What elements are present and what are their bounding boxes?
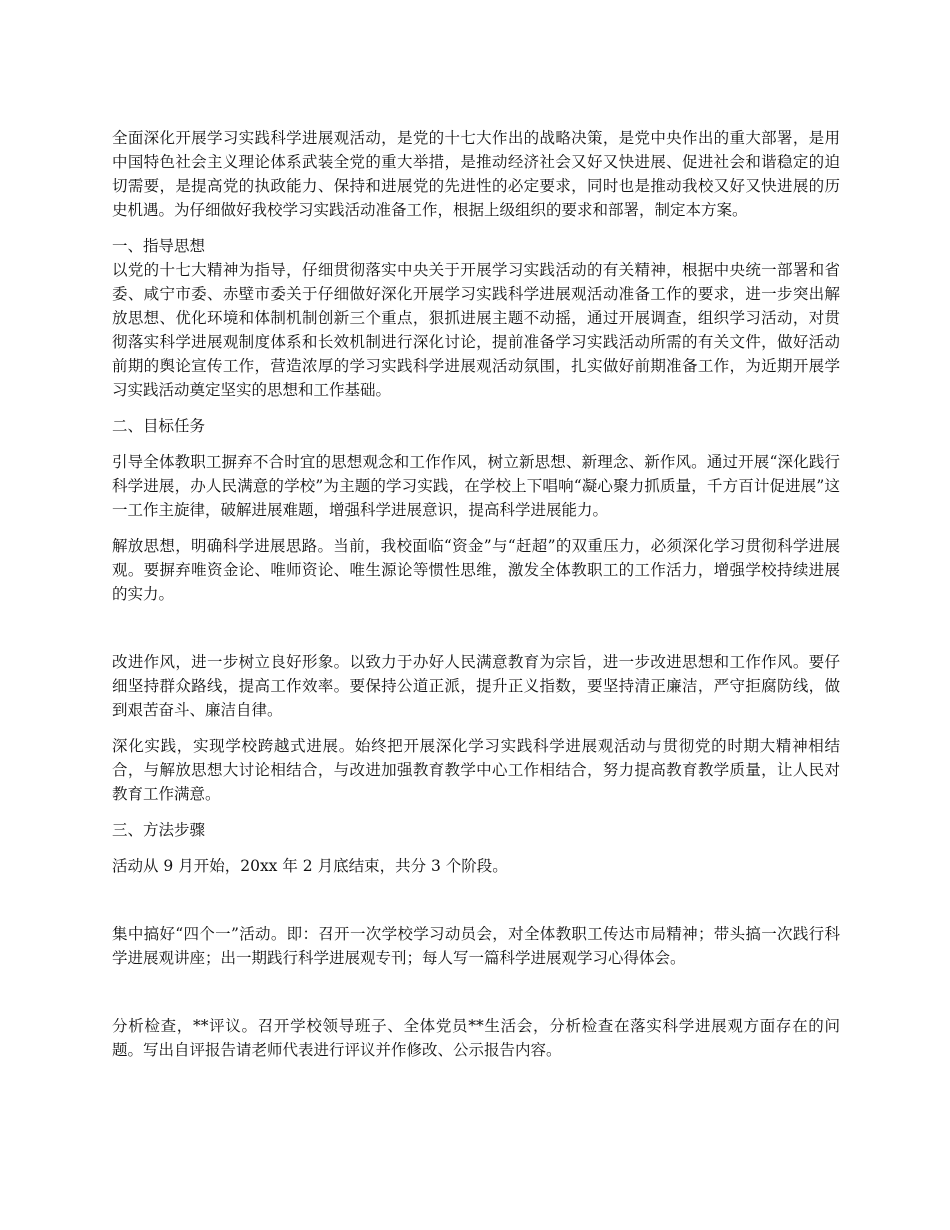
document-page: [112, 126, 840, 1062]
section-2-paragraph-4: 深化实践，实现学校跨越式进展。始终把开展深化学习实践科学进展观活动与贯彻党的时期大精神相结合，与解放思想大讨论相结合，与改进加强教育教学中心工作相结合，努力提高教育教学质量，让人民对教育工作满意。: [112, 737, 840, 803]
section-2-paragraph-3: 改进作风，进一步树立良好形象。以致力于办好人民满意教育为宗旨，进一步改进思想和工作作风。要仔细坚持群众路线，提高工作效率。要保持公道正派，提升正义指数，要坚持清正廉洁，严守拒腐防线，做到艰苦奋斗、廉洁自律。: [112, 653, 840, 719]
section-1-heading: 一、指导思想: [112, 237, 206, 255]
section-3-paragraph-2: 集中搞好“四个一”活动。即：召开一次学校学习动员会，对全体教职工传达市局精神；带头搞一次践行科学进展观讲座；出一期践行科学进展观专刊；每人写一篇科学进展观学习心得体会。: [112, 925, 840, 967]
section-2-paragraph-2: 解放思想，明确科学进展思路。当前，我校面临“资金”与“赶超”的双重压力，必须深化学习贯彻科学进展观。要摒弃唯资金论、唯师资论、唯生源论等惯性思维，激发全体教职工的工作活力，增强学校持续进展的实力。: [112, 537, 840, 603]
section-3-paragraph-3: 分析检查，**评议。召开学校领导班子、全体党员**生活会，分析检查在落实科学进展观方面存在的问题。写出自评报告请老师代表进行评议并作修改、公示报告内容。: [112, 1017, 840, 1059]
section-2-heading: 二、目标任务: [112, 417, 206, 435]
section-2-paragraph-1: 引导全体教职工摒弃不合时宜的思想观念和工作作风，树立新思想、新理念、新作风。通过开展“深化践行科学进展，办人民满意的学校”为主题的学习实践，在学校上下唱响“凝心聚力抓质量，千方百计促进展”这一工作主旋律，破解进展难题，增强科学进展意识，提高科学进展能力。: [112, 453, 840, 519]
section-3-paragraph-1: 活动从 9 月开始，20xx 年 2 月底结束，共分 3 个阶段。: [112, 857, 508, 875]
section-3-heading: 三、方法步骤: [112, 821, 206, 839]
intro-paragraph: 全面深化开展学习实践科学进展观活动，是党的十七大作出的战略决策，是党中央作出的重大部署，是用中国特色社会主义理论体系武装全党的重大举措，是推动经济社会又好又快进展、促进社会和谐稳定的迫切需要，是提高党的执政能力、保持和进展党的先进性的必定要求，同时也是推动我校又好又快进展的历史机遇。为仔细做好我校学习实践活动准备工作，根据上级组织的要求和部署，制定本方案。: [112, 129, 840, 219]
section-1-paragraph: 以党的十七大精神为指导，仔细贯彻落实中央关于开展学习实践活动的有关精神，根据中央统一部署和省委、咸宁市委、赤壁市委关于仔细做好深化开展学习实践科学进展观活动准备工作的要求，进一步突出解放思想、优化环境和体制机制创新三个重点，狠抓进展主题不动摇，通过开展调查，组织学习活动，对贯彻落实科学进展观制度体系和长效机制进行深化讨论，提前准备学习实践活动所需的有关文件，做好活动前期的舆论宣传工作，营造浓厚的学习实践科学进展观活动氛围，扎实做好前期准备工作，为近期开展学习实践活动奠定坚实的思想和工作基础。: [112, 261, 840, 399]
